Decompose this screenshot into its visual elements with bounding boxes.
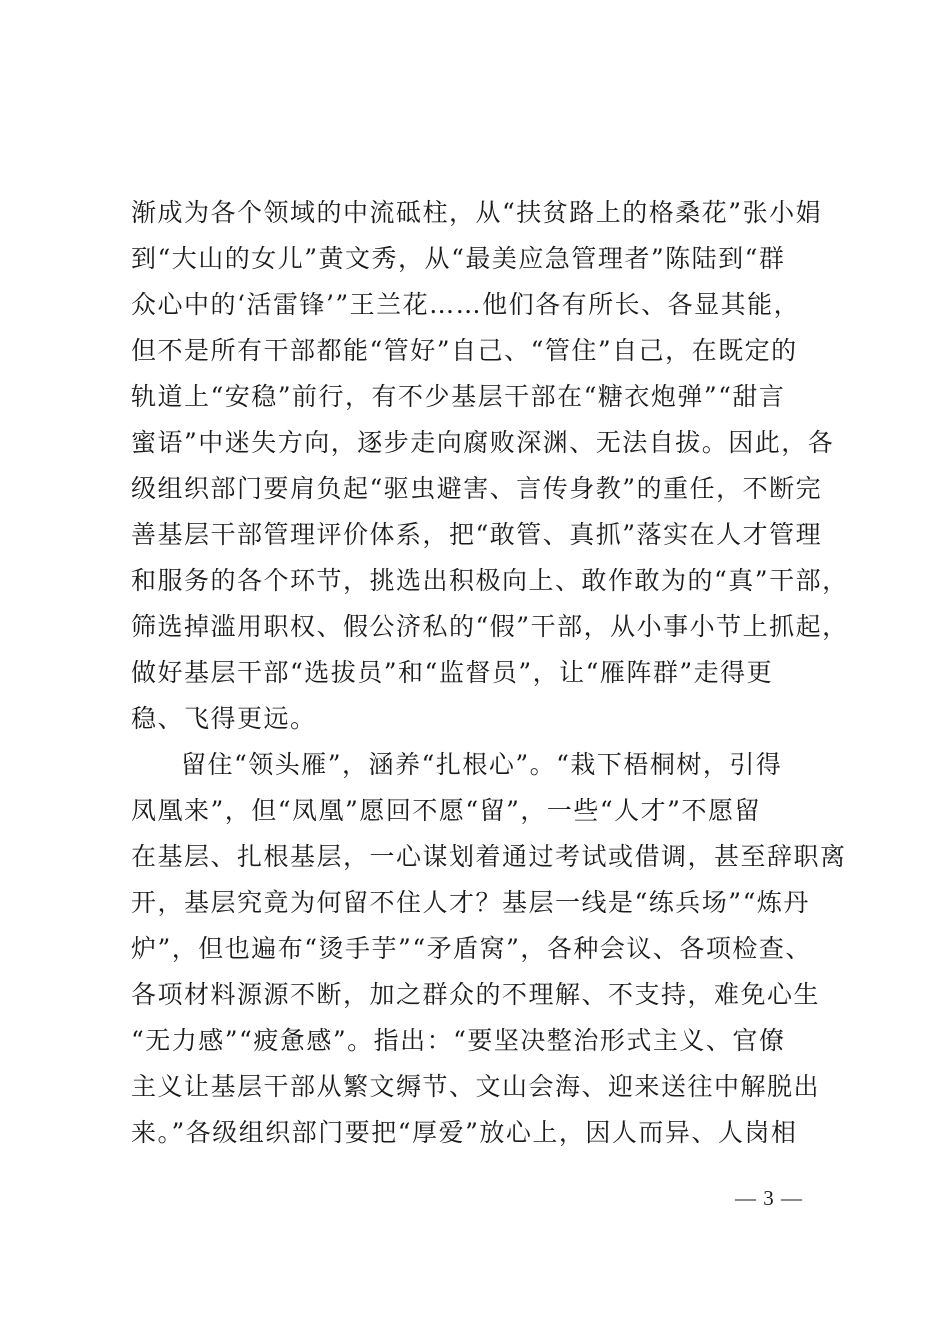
text-line: 炉”，但也遍布“烫手芋”“矛盾窝”，各种会议、各项检查、	[131, 934, 812, 963]
body-text	[131, 190, 851, 1156]
text-line: “无力感”“疲惫感”。指出：“要坚决整治形式主义、官僚	[131, 1026, 786, 1055]
text-line: 但不是所有干部都能“管好”自己、“管住”自己，在既定的	[131, 336, 798, 365]
text-line: 各项材料源源不断，加之群众的不理解、不支持，难免心生	[131, 980, 821, 1009]
paragraph-start-line: 留住“领头雁”，涵养“扎根心”。“栽下梧桐树，引得	[181, 750, 783, 779]
text-line: 筛选掉滥用职权、假公济私的“假”干部，从小事小节上抓起，	[131, 612, 849, 641]
text-line: 到“大山的女儿”黄文秀，从“最美应急管理者”陈陆到“群	[131, 244, 786, 273]
text-line: 做好基层干部“选拔员”和“监督员”，让“雁阵群”走得更	[131, 658, 774, 687]
page-number: — 3 —	[735, 1186, 803, 1210]
text-line: 轨道上“安稳”前行，有不少基层干部在“糖衣炮弹”“甜言	[131, 382, 786, 411]
text-line: 蜜语”中迷失方向，逐步走向腐败深渊、无法自拔。因此，各	[131, 428, 835, 457]
text-line: 来。”各级组织部门要把“厚爱”放心上，因人而异、人岗相	[131, 1118, 798, 1147]
text-line: 在基层、扎根基层，一心谋划着通过考试或借调，甚至辞职离	[131, 842, 847, 871]
text-line: 开，基层究竟为何留不住人才？基层一线是“练兵场”“炼丹	[131, 888, 810, 917]
text-line: 主义让基层干部从繁文缛节、文山会海、迎来送往中解脱出	[131, 1072, 821, 1101]
text-line: 级组织部门要肩负起“驱虫避害、言传身教”的重任，不断完	[131, 474, 823, 503]
text-line: 渐成为各个领域的中流砥柱，从“扶贫路上的格桑花”张小娟	[131, 198, 823, 227]
text-line: 稳、飞得更远。	[131, 704, 317, 733]
text-line: 凤凰来”，但“凤凰”愿回不愿“留”，一些“人才”不愿留	[131, 796, 761, 825]
text-line: 众心中的‘活雷锋’”王兰花……他们各有所长、各显其能，	[131, 290, 801, 319]
text-line: 善基层干部管理评价体系，把“敢管、真抓”落实在人才管理	[131, 520, 823, 549]
text-line: 和服务的各个环节，挑选出积极向上、敢作敢为的“真”干部，	[131, 566, 849, 595]
